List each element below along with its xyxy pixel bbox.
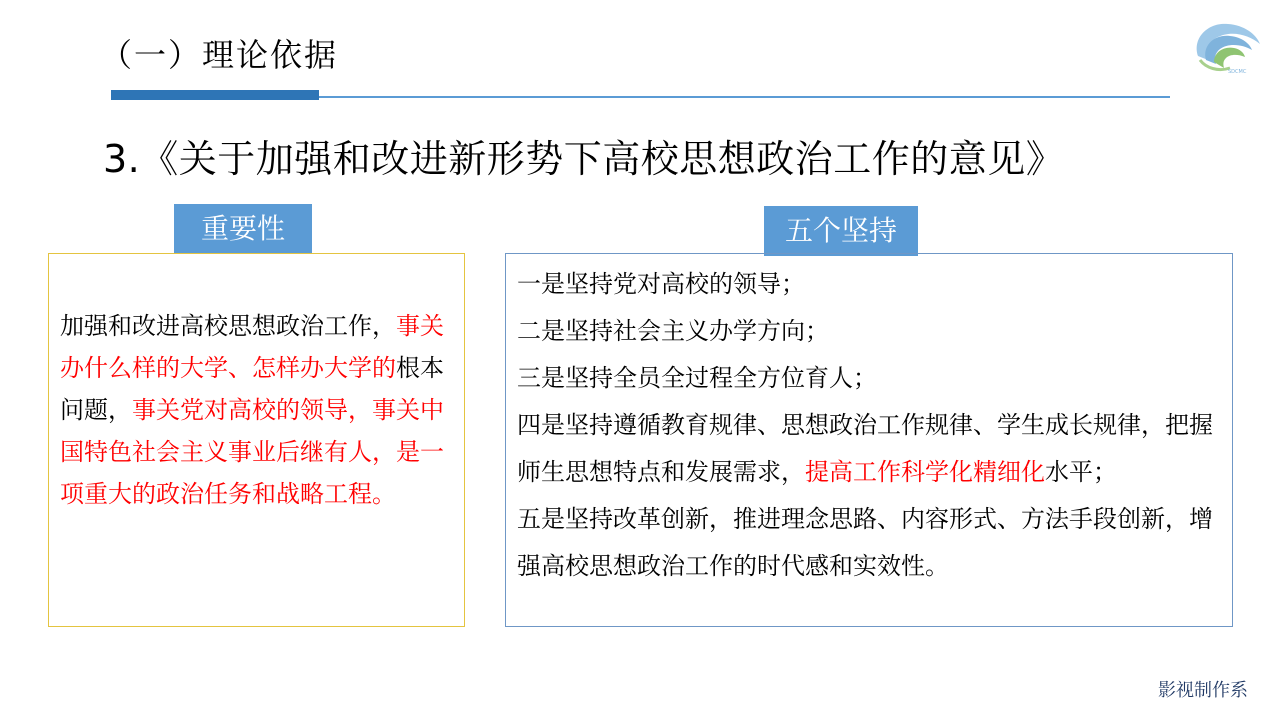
main-title: 3.《关于加强和改进新形势下高校思想政治工作的意见》	[103, 137, 1065, 181]
principle-text-segment: 一是坚持党对高校的领导；	[517, 270, 805, 298]
importance-text-segment: 根本问题，	[60, 354, 444, 424]
principle-item	[517, 496, 1222, 590]
importance-tag: 重要性	[174, 204, 312, 254]
principle-item	[517, 355, 1222, 402]
principle-text-segment: 二是坚持社会主义办学方向；	[517, 317, 829, 345]
importance-text-segment: 事关党对高校的领导，事关中国特色社会主义事业后继有人，是一项重大的政治任务和战略工程。	[60, 396, 444, 508]
school-emblem-icon	[1188, 16, 1264, 74]
footer-department: 影视制作系	[1158, 680, 1248, 701]
title-underline-thick	[111, 90, 319, 100]
importance-text-segment: 加强和改进高校思想政治工作，	[60, 312, 396, 340]
principle-text-segment: 提高工作科学化精细化	[805, 458, 1045, 486]
principle-item	[517, 402, 1222, 496]
principle-text-segment: 三是坚持全员全过程全方位育人；	[517, 364, 877, 392]
principle-text-segment: 五是坚持改革创新，推进理念思路、内容形式、方法手段创新，增强高校思想政治工作的时代感和实效性。	[517, 505, 1213, 580]
principle-item	[517, 261, 1222, 308]
principle-text-segment: 四是坚持遵循教育规律、思想政治工作规律、学生成长规律，把握师生思想特点和发展需求，	[517, 411, 1213, 486]
title-underline-thin	[319, 96, 1170, 98]
importance-box	[48, 253, 465, 627]
logo-caption: SDCMC	[1228, 69, 1247, 74]
principle-item	[517, 308, 1222, 355]
section-title: （一）理论依据	[100, 36, 339, 74]
five-principles-box	[505, 253, 1233, 627]
importance-text-segment: 事关办什么样的大学、怎样办大学的	[60, 312, 444, 382]
five-principles-tag: 五个坚持	[764, 206, 918, 256]
principle-text-segment: 水平；	[1045, 458, 1117, 486]
